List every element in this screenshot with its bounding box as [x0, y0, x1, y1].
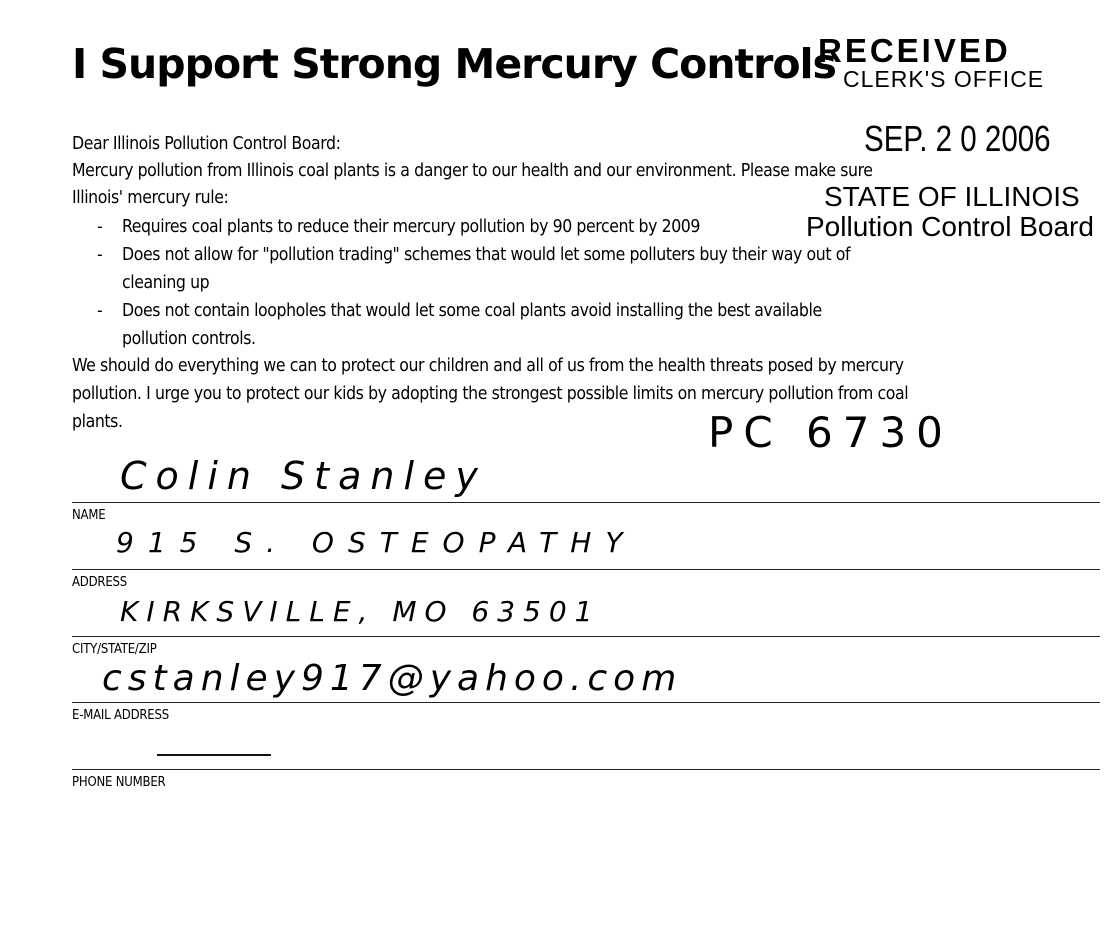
stamp-date: SEP. 2 0 2006	[864, 118, 1051, 159]
city-state-zip-value: KIRKSVILLE, MO 63501	[120, 595, 601, 628]
bullet-dash-1: -	[97, 217, 103, 237]
bullet-3-line-2: pollution controls.	[122, 329, 256, 349]
bullet-3-line-1: Does not contain loopholes that would let some coal plants avoid installing the best available	[122, 301, 822, 321]
closing-line-3: plants.	[72, 412, 123, 432]
city-state-zip-label: CITY/STATE/ZIP	[72, 642, 157, 657]
email-label: E-MAIL ADDRESS	[72, 708, 169, 723]
bullet-dash-2: -	[97, 245, 103, 265]
stamp-received: RECEIVED	[818, 32, 1011, 69]
bullet-2-line-1: Does not allow for "pollution trading" schemes that would let some polluters buy their way out of	[122, 245, 851, 265]
name-label: NAME	[72, 508, 106, 523]
email-line	[72, 702, 1100, 703]
closing-line-1: We should do everything we can to protect our children and all of us from the health threats posed by mercury	[72, 356, 904, 376]
intro-line-2: Illinois' mercury rule:	[72, 188, 229, 208]
bullet-2-line-2: cleaning up	[122, 273, 210, 293]
stamp-clerks-office: CLERK'S OFFICE	[843, 66, 1045, 92]
address-label: ADDRESS	[72, 575, 127, 590]
closing-line-2: pollution. I urge you to protect our kids by adopting the strongest possible limits on mercury pollution from coal	[72, 384, 909, 404]
bullet-dash-3: -	[97, 301, 103, 321]
phone-label: PHONE NUMBER	[72, 775, 166, 790]
bullet-1-line-1: Requires coal plants to reduce their mercury pollution by 90 percent by 2009	[122, 217, 701, 237]
address-value: 915 S. OSTEOPATHY	[116, 526, 637, 559]
email-value: cstanley917@yahoo.com	[102, 658, 683, 699]
stamp-board: Pollution Control Board	[806, 211, 1094, 242]
pc-number-handwritten: PC 6730	[708, 408, 953, 457]
phone-handwritten-dash	[157, 754, 271, 756]
name-line	[72, 502, 1100, 503]
intro-line-1: Mercury pollution from Illinois coal plants is a danger to our health and our environment. Please make sure	[72, 161, 873, 181]
salutation: Dear Illinois Pollution Control Board:	[72, 134, 341, 154]
phone-line	[72, 769, 1100, 770]
form-title: I Support Strong Mercury Controls	[72, 40, 836, 88]
stamp-state: STATE OF ILLINOIS	[824, 181, 1080, 212]
city-state-zip-line	[72, 636, 1100, 637]
name-value: Colin Stanley	[120, 454, 487, 498]
address-line	[72, 569, 1100, 570]
